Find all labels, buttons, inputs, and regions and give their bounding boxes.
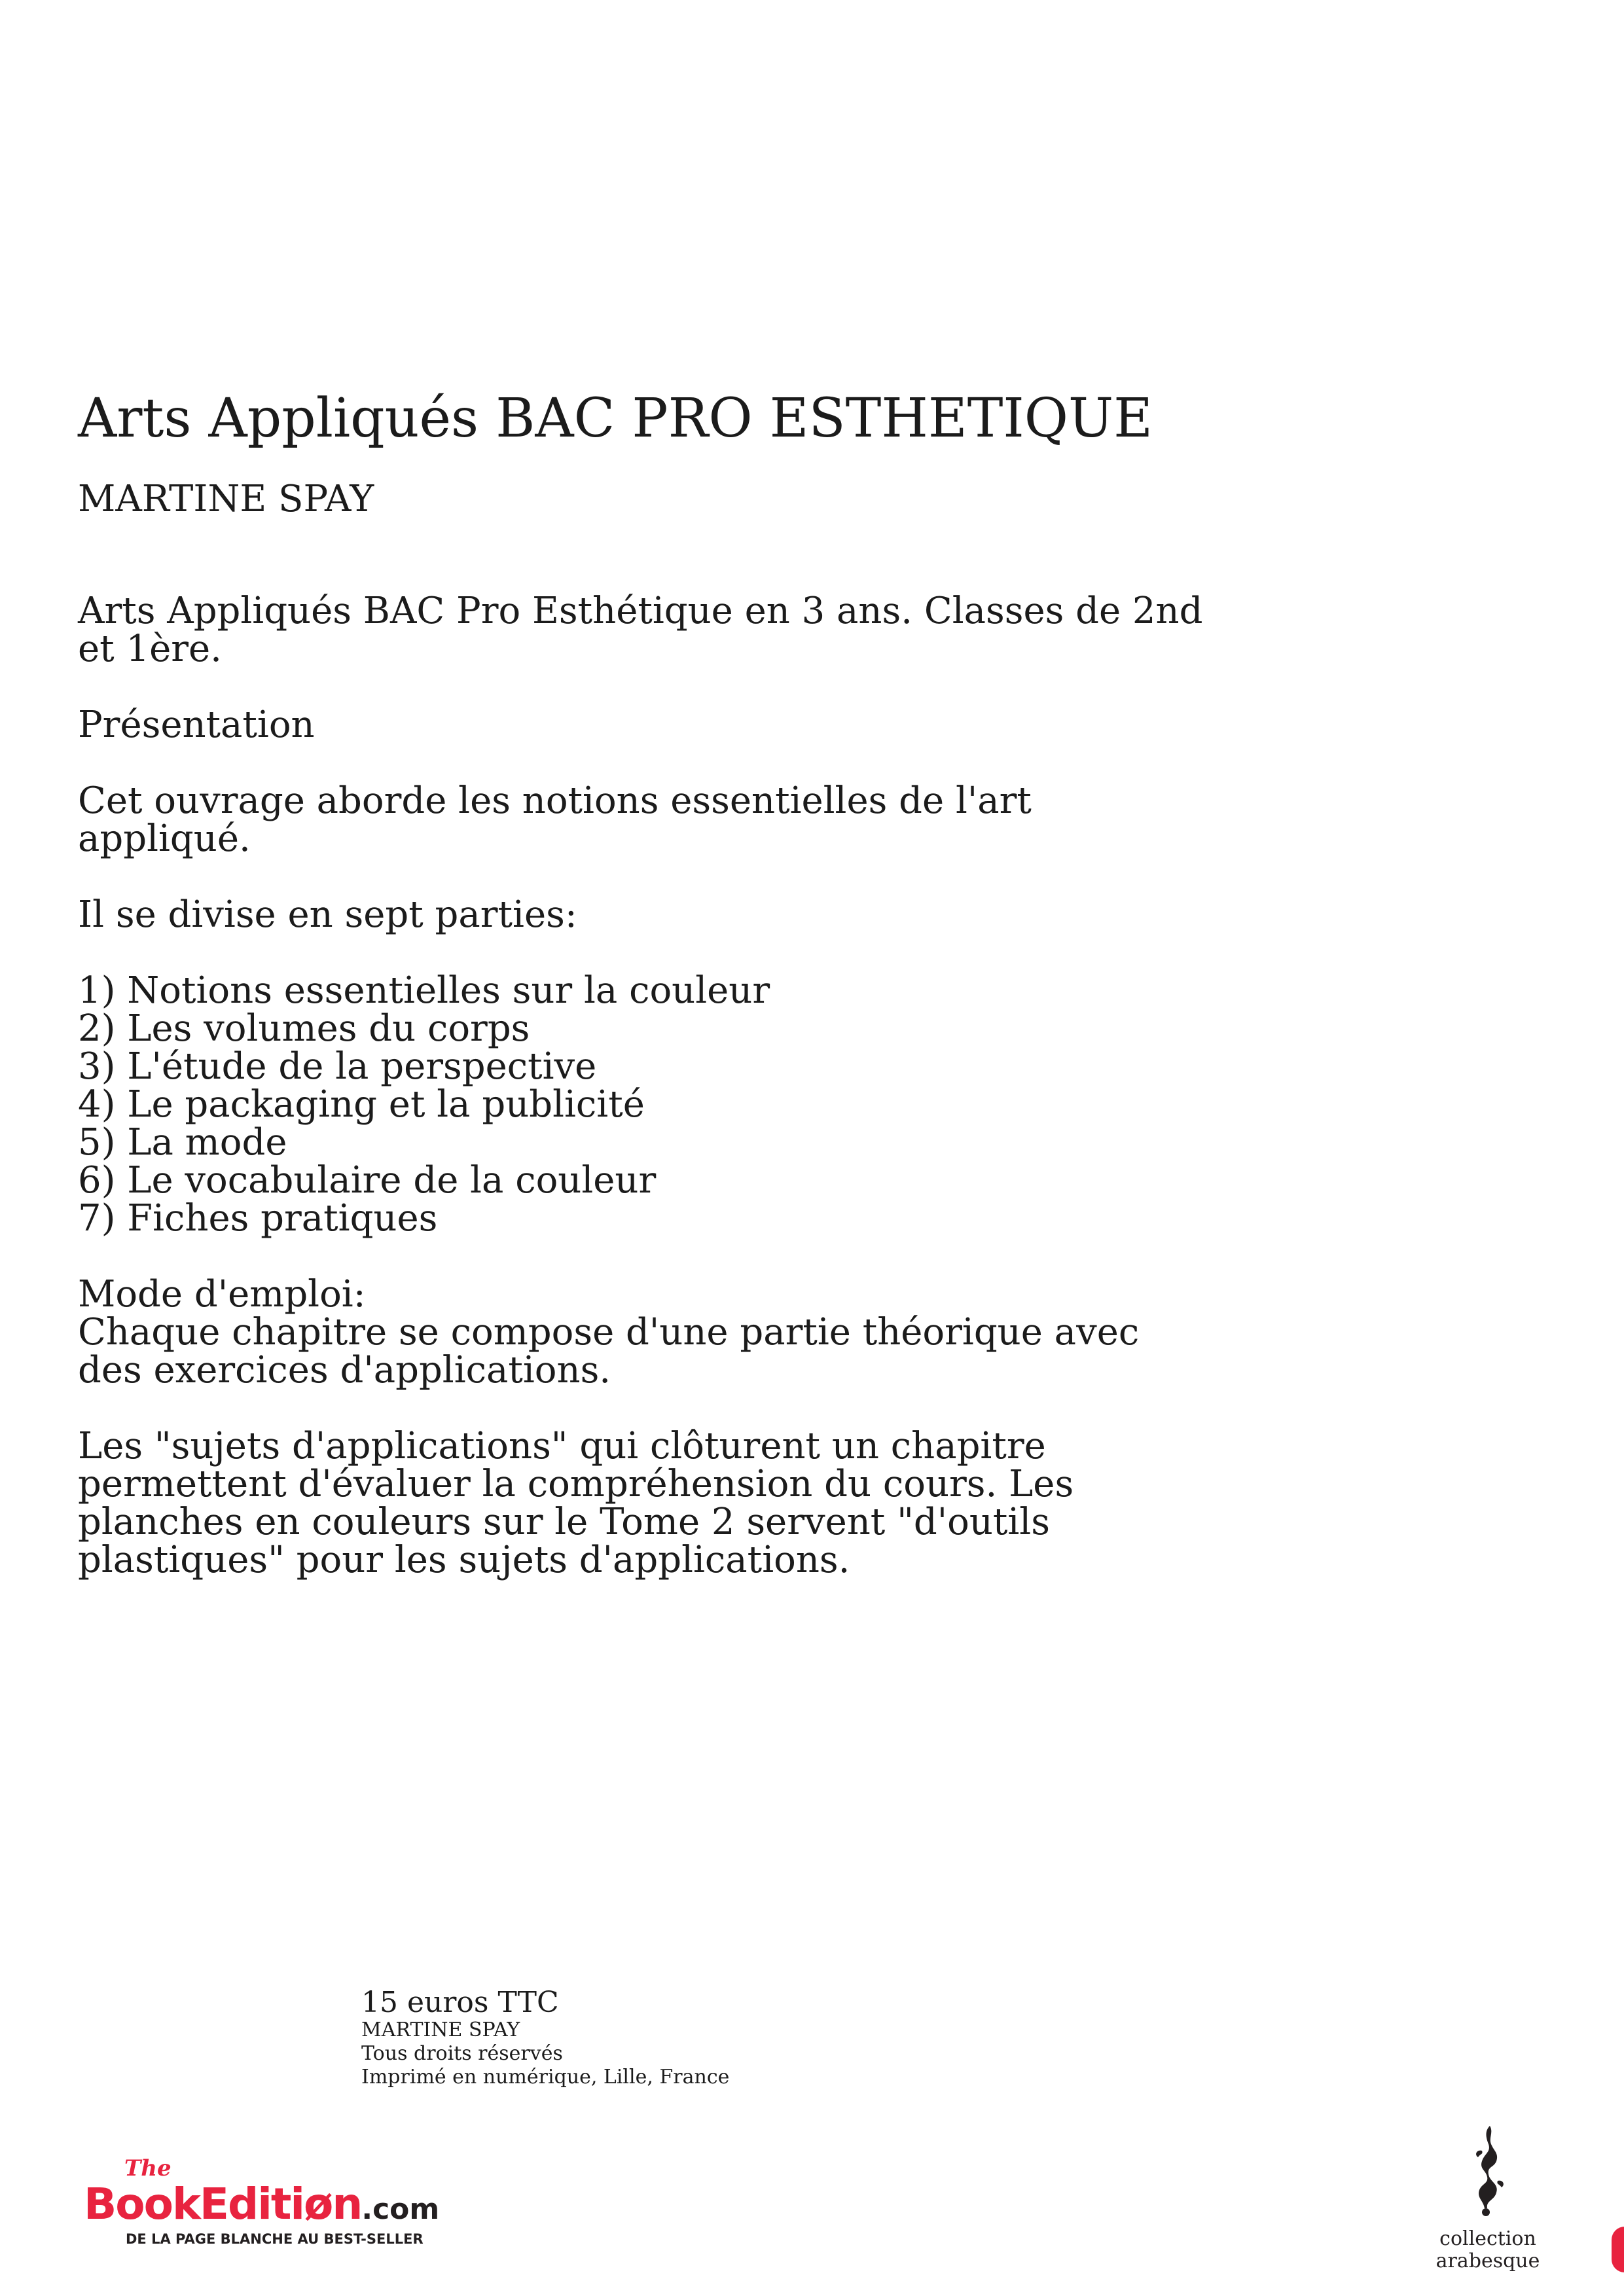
parts-list: [78, 969, 1204, 1240]
mode-heading: Mode d'emploi:: [78, 1273, 366, 1316]
mode-text: Chaque chapitre se compose d'une partie théorique avec des exercices d'applications.: [78, 1311, 1140, 1391]
parts-intro: Il se divise en sept parties:: [78, 893, 577, 936]
collection-arabesque-logo: [1426, 2121, 1550, 2278]
mode-paragraph: [78, 1273, 1204, 1391]
logo-tagline: DE LA PAGE BLANCHE AU BEST-SELLER: [126, 2231, 424, 2247]
list-item: 6) Le vocabulaire de la couleur: [78, 1159, 657, 1202]
price: 15 euros TTC: [361, 1986, 559, 2019]
logo-name: BookEditiøn.com: [84, 2179, 440, 2229]
bookedition-logo: [81, 2153, 474, 2251]
quill-o-icon: ø: [304, 2179, 333, 2229]
fleuron-icon: [1476, 2126, 1504, 2216]
logo-the: The: [124, 2155, 171, 2181]
colophon: [361, 1987, 729, 2089]
book-author: MARTINE SPAY: [78, 478, 374, 520]
collection-line1: collection: [1439, 2227, 1536, 2250]
back-cover-description: [78, 592, 1204, 1617]
rights-notice: Tous droits réservés: [361, 2042, 563, 2065]
list-item: 5) La mode: [78, 1121, 287, 1164]
printing-notice: Imprimé en numérique, Lille, France: [361, 2066, 730, 2089]
intro-paragraph: Arts Appliqués BAC Pro Esthétique en 3 ans. Classes de 2nd et 1ère.: [78, 590, 1203, 670]
list-item: 3) L'étude de la perspective: [78, 1045, 597, 1088]
applications-paragraph: Les "sujets d'applications" qui clôturent un chapitre permettent d'évaluer la compréhension du cours. Les planches en couleurs sur le Tome 2 servent "d'outils plastiques" pour les sujets d'applications.: [78, 1425, 1074, 1581]
book-title: Arts Appliqués BAC PRO ESTHETIQUE: [78, 387, 1153, 450]
edge-mark: [1612, 2227, 1624, 2272]
list-item: 7) Fiches pratiques: [78, 1197, 438, 1240]
section-heading: Présentation: [78, 704, 315, 746]
collection-line2: arabesque: [1435, 2250, 1540, 2272]
summary-paragraph: Cet ouvrage aborde les notions essentielles de l'art appliqué.: [78, 780, 1032, 860]
list-item: 1) Notions essentielles sur la couleur: [78, 969, 770, 1012]
list-item: 2) Les volumes du corps: [78, 1007, 530, 1050]
list-item: 4) Le packaging et la publicité: [78, 1083, 645, 1126]
colophon-author: MARTINE SPAY: [361, 2018, 520, 2041]
